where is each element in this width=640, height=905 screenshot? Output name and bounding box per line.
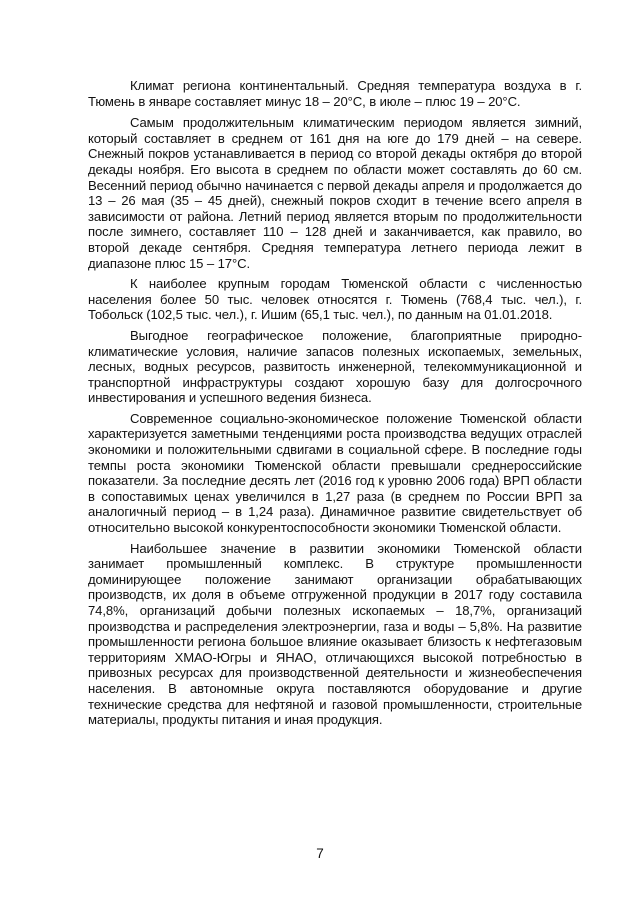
paragraph-seasons: Самым продолжительным климатическим периодом является зимний, который составляет в среднем от 161 дня на юге до 179 дней – на севере. Снежный покров устанавливается в период со второй декады октября до второй декады ноября. Его высота в среднем по области может составлять до 60 см. Весенний период обычно начинается с первой декады апреля и продолжается до 13 – 26 мая (35 – 45 дней), снежный покров сходит в течение всего апреля в зависимости от района. Летний период является вторым по продолжительности после зимнего, составляет 110 – 128 дней и заканчивается, как правило, во второй декаде сентября. Средняя температура летнего периода лежит в диапазоне плюс 15 – 17°С. [88, 115, 582, 271]
paragraph-socioeconomic: Современное социально-экономическое положение Тюменской области характеризуется заметными тенденциями роста производства ведущих отраслей экономики и положительными сдвигами в социальной сфере. В последние годы темпы роста экономики Тюменской области превышали среднероссийские показатели. За последние десять лет (2016 год к уровню 2006 года) ВРП области в сопоставимых ценах увеличился в 1,27 раза (в среднем по России ВРП за аналогичный период – в 1,24 раза). Динамичное развитие свидетельствует об относительно высокой конкурентоспособности экономики Тюменской области. [88, 410, 582, 536]
paragraph-industry: Наибольшее значение в развитии экономики Тюменской области занимает промышленный комплекс. В структуре промышленности доминирующее положение занимают организации обрабатывающих производств, их доля в объеме отгруженной продукции в 2017 году составила 74,8%, организаций добычи полезных ископаемых – 18,7%, организаций производства и распределения электроэнергии, газа и воды – 5,8%. На развитие промышленности региона большое влияние оказывает близость к нефтегазовым территориям ХМАО-Югры и ЯНАО, отличающихся высокой потребностью в привозных ресурсах для производственной деятельности и жизнеобеспечения населения. В автономные округа поставляются оборудование и другие технические средства для нефтяной и газовой промышленности, строительные материалы, продукты питания и иная продукция. [88, 540, 582, 728]
paragraph-climate: Климат региона континентальный. Средняя температура воздуха в г. Тюмень в январе составляет минус 18 – 20°С, в июле – плюс 19 – 20°С. [88, 78, 582, 109]
body-text [88, 78, 582, 733]
page-number: 7 [316, 846, 324, 861]
paragraph-geography: Выгодное географическое положение, благоприятные природно-климатические условия, наличие запасов полезных ископаемых, земельных, лесных, водных ресурсов, развитость инженерной, телекоммуникационной и транспортной инфраструктуры создают хорошую базу для долгосрочного инвестирования и успешного ведения бизнеса. [88, 327, 582, 406]
paragraph-cities: К наиболее крупным городам Тюменской области с численностью населения более 50 тыс. человек относятся г. Тюмень (768,4 тыс. чел.), г. Тобольск (102,5 тыс. чел.), г. Ишим (65,1 тыс. чел.), по данным на 01.01.2018. [88, 276, 582, 323]
